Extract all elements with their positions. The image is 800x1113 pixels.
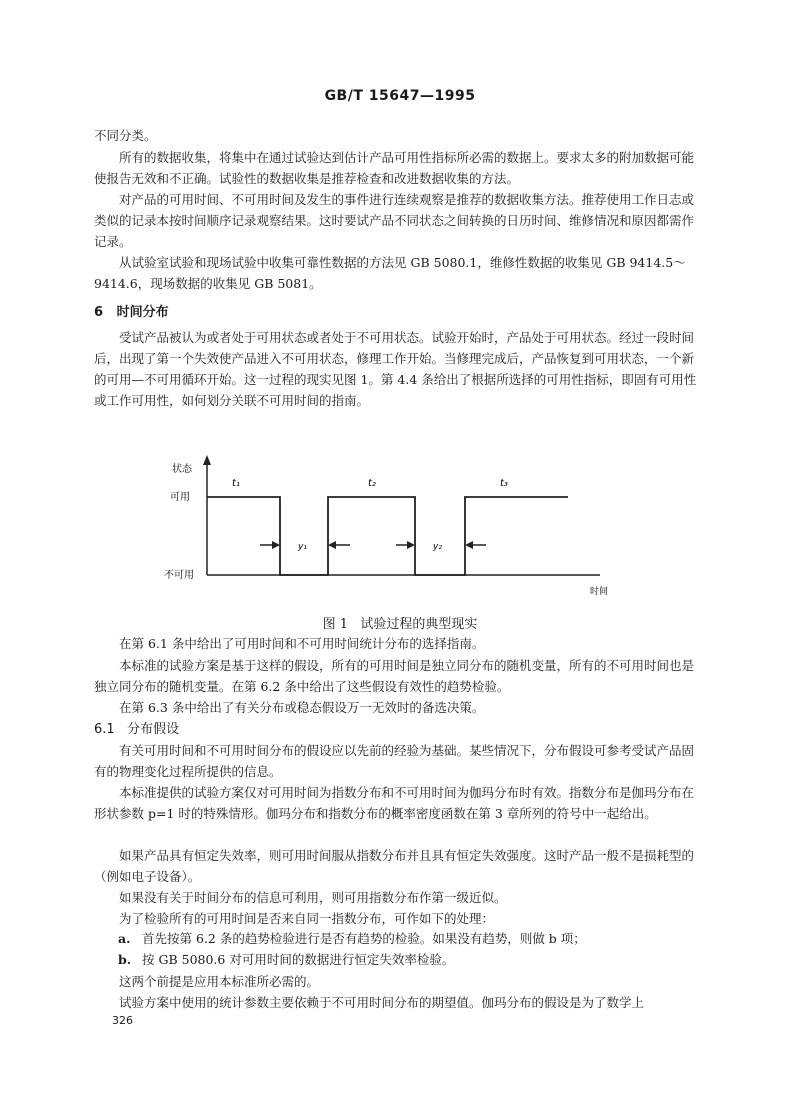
paragraph: 为了检验所有的可用时间是否来自同一指数分布，可作如下的处理： (119, 911, 495, 926)
paragraph: 从试验室试验和现场试验中收集可靠性数据的方法见 GB 5080.1，维修性数据的收集见 GB 9414.5～9414.6，现场数据的收集见 GB 5081。 (94, 255, 686, 291)
figure-1-diagram (160, 450, 620, 600)
page-header: GB/T 15647—1995 (324, 88, 476, 104)
level-down-label: 不可用 (164, 570, 194, 581)
paragraph: 对产品的可用时间、不可用时间及发生的事件进行连续观察是推荐的数据收集方法。推荐使用工作日志或类似的记录本按时间顺序记录观察结果。这时要试产品不同状态之间转换的日历时间、维修情况和原因都需作记录。 (94, 192, 695, 249)
figure-caption-text: 试验过程的典型现实 (360, 617, 478, 632)
paragraph: 如果产品具有恒定失效率，则可用时间服从指数分布并且具有恒定失效强度。这时产品一般不是损耗型的（例如电子设备）。 (94, 848, 695, 884)
figure-caption (0, 613, 800, 632)
paragraph: 有关可用时间和不可用时间分布的假设应以先前的经验为基础。某些情况下，分布假设可参考受试产品固有的物理变化过程所提供的信息。 (94, 743, 695, 779)
paragraph: 这两个前提是应用本标准所必需的。 (119, 974, 320, 989)
list-marker: a. (118, 931, 131, 946)
t1-label: t₁ (232, 478, 240, 489)
x-axis-label: 时间 (590, 587, 609, 597)
subsection-number: 6.1 (94, 722, 115, 737)
list-marker: b. (118, 952, 132, 967)
y1-label: y₁ (298, 542, 307, 552)
subsection-heading (94, 718, 179, 737)
section-number: 6 (94, 305, 104, 320)
state-waveform (207, 497, 568, 575)
t2-label: t₂ (368, 478, 376, 489)
t3-label: t₃ (500, 478, 508, 489)
list-item (118, 950, 454, 968)
section-title: 时间分布 (116, 305, 169, 320)
list-text: 首先按第 6.2 条的趋势检验进行是否有趋势的检验。如果没有趋势，则做 b 项； (142, 931, 586, 946)
y-axis-arrow (203, 455, 211, 465)
figure-caption-label: 图 1 (322, 617, 348, 632)
paragraph: 在第 6.3 条中给出了有关分布或稳态假设万一无效时的备选决策。 (119, 700, 485, 715)
list-item (118, 929, 586, 947)
level-up-label: 可用 (170, 492, 190, 503)
paragraph: 受试产品被认为或者处于可用状态或者处于不可用状态。试验开始时，产品处于可用状态。经过一段时间后，出现了第一个失效使产品进入不可用状态，修理工作开始。当修理完成后，产品恢复到可用状态，一个新的可用—不可用循环开始。这一过程的现实见图 1。第 4.4 条给出了根据所选择的可用性指标，即固有可用性或工作可用性，如何划分关联不可用时间的指南。 (94, 330, 697, 408)
section-heading (94, 301, 169, 320)
paragraph: 在第 6.1 条中给出了可用时间和不可用时间统计分布的选择指南。 (119, 636, 485, 651)
paragraph: 本标准的试验方案是基于这样的假设，所有的可用时间是独立同分布的随机变量，所有的不可用时间也是独立同分布的随机变量。在第 6.2 条中给出了这些假设有效性的趋势检验。 (94, 658, 695, 694)
subsection-title: 分布假设 (127, 722, 180, 737)
paragraph: 如果没有关于时间分布的信息可利用，则可用指数分布作第一级近似。 (119, 890, 507, 905)
page-number: 326 (112, 1014, 133, 1027)
y2-label: y₂ (433, 542, 442, 552)
y-axis-label: 状态 (172, 464, 192, 475)
paragraph: 不同分类。 (94, 128, 157, 143)
list-text: 按 GB 5080.6 对可用时间的数据进行恒定失效率检验。 (142, 952, 455, 967)
paragraph: 本标准提供的试验方案仅对可用时间为指数分布和不可用时间为伽玛分布时有效。指数分布是伽玛分布在形状参数 p=1 时的特殊情形。伽玛分布和指数分布的概率密度函数在第 3 章所列的符号中一起给出。 (94, 785, 695, 821)
paragraph: 所有的数据收集，将集中在通过试验达到估计产品可用性指标所必需的数据上。要求太多的附加数据可能使报告无效和不正确。试验性的数据收集是推荐检查和改进数据收集的方法。 (94, 150, 695, 186)
paragraph: 试验方案中使用的统计参数主要依赖于不可用时间分布的期望值。伽玛分布的假设是为了数学上 (119, 995, 645, 1010)
